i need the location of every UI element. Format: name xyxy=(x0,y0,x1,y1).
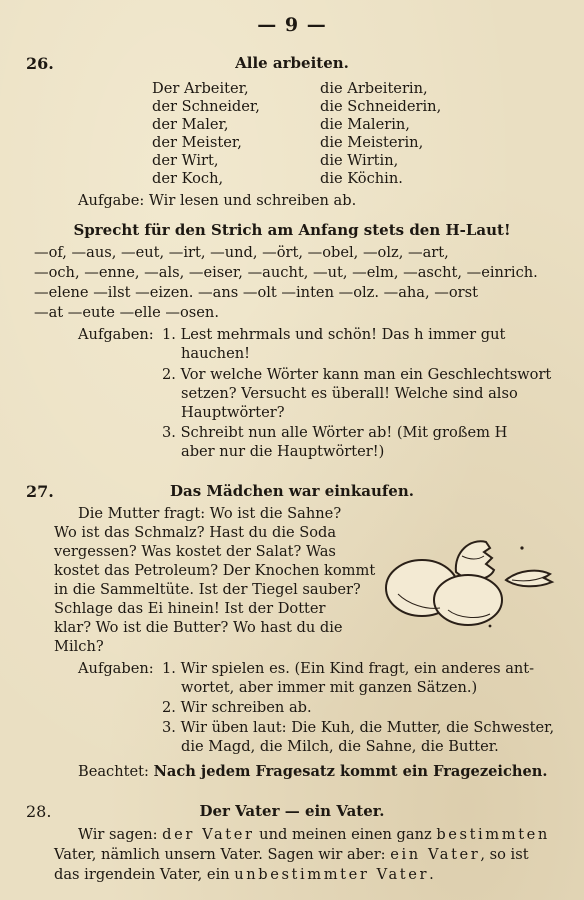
spaced-emphasis: der Vater xyxy=(162,826,255,843)
article-line xyxy=(78,826,550,843)
occupation-female: die Meisterin, xyxy=(320,134,424,151)
section-27-title: Das Mädchen war einkaufen. xyxy=(170,482,414,500)
tasks-label: Aufgaben: xyxy=(78,326,154,343)
task-item: 1. Lest mehrmals und schön! Das h immer gut xyxy=(162,326,506,343)
story-line: in die Sammeltüte. Ist der Tiegel sauber? xyxy=(54,581,361,598)
occupation-male: Der Arbeiter, xyxy=(152,80,249,97)
spaced-emphasis: bestimmten xyxy=(436,826,550,843)
section-26-title: Alle arbeiten. xyxy=(235,54,349,72)
story-line: Milch? xyxy=(54,638,104,655)
tasks-label: Aufgaben: xyxy=(78,660,154,677)
note-text: Nach jedem Fragesatz kommt ein Fragezeichen. xyxy=(153,763,548,780)
h-sound-line: —och, —enne, —als, —eiser, —aucht, —ut, —elm, —ascht, —einrich. xyxy=(34,264,538,281)
text-run: . xyxy=(429,866,434,883)
occupation-male: der Schneider, xyxy=(152,98,260,115)
occupation-male: der Meister, xyxy=(152,134,242,151)
task-item: 3. Wir üben laut: Die Kuh, die Mutter, die Schwester, xyxy=(162,719,555,736)
spaced-emphasis: unbestimmter Vater xyxy=(234,866,430,883)
spaced-emphasis: ein Vater xyxy=(390,846,481,863)
section-26-number: 26. xyxy=(26,54,54,73)
occupation-female: die Malerin, xyxy=(320,116,410,133)
task-item-continued: wortet, aber immer mit ganzen Sätzen.) xyxy=(181,679,478,696)
page-number: — 9 — xyxy=(257,14,327,36)
occupation-male: der Maler, xyxy=(152,116,229,133)
note-label: Beachtet: xyxy=(78,763,149,780)
article-line xyxy=(54,846,529,863)
text-run: Vater, nämlich unsern Vater. Sagen wir aber: xyxy=(54,846,391,863)
text-run: Wir sagen: xyxy=(78,826,163,843)
task-line: Aufgabe: Wir lesen und schreiben ab. xyxy=(78,192,357,209)
occupation-female: die Arbeiterin, xyxy=(320,80,428,97)
story-line: Wo ist das Schmalz? Hast du die Soda xyxy=(54,524,337,541)
section-27-number: 27. xyxy=(26,482,54,501)
h-sound-line: —of, —aus, —eut, —irt, —und, —ört, —obel, —olz, —art, xyxy=(34,244,449,261)
task-item: 1. Wir spielen es. (Ein Kind fragt, ein anderes ant- xyxy=(162,660,535,677)
section-28-title: Der Vater — ein Vater. xyxy=(199,802,385,820)
task-item-continued: hauchen! xyxy=(181,345,250,362)
task-item-continued: aber nur die Hauptwörter!) xyxy=(181,443,385,460)
section-28-number: 28. xyxy=(26,802,52,821)
story-line: Die Mutter fragt: Wo ist die Sahne? xyxy=(78,505,342,522)
h-sound-line: —at —eute —elle —osen. xyxy=(34,304,219,321)
task-item: 3. Schreibt nun alle Wörter ab! (Mit großem H xyxy=(162,424,508,441)
section-26-subtitle: Sprecht für den Strich am Anfang stets den H-Laut! xyxy=(73,221,511,239)
occupation-male: der Wirt, xyxy=(152,152,219,169)
h-sound-line: —elene —ilst —eizen. —ans —olt —inten —olz. —aha, —orst xyxy=(34,284,478,301)
story-line: Schlage das Ei hinein! Ist der Dotter xyxy=(54,600,326,617)
story-line: vergessen? Was kostet der Salat? Was xyxy=(54,543,336,560)
story-line: klar? Wo ist die Butter? Wo hast du die xyxy=(54,619,343,636)
occupation-male: der Koch, xyxy=(152,170,224,187)
occupation-female: die Wirtin, xyxy=(320,152,399,169)
story-line: kostet das Petroleum? Der Knochen kommt xyxy=(54,562,376,579)
task-item-continued: setzen? Versucht es überall! Welche sind also xyxy=(181,385,518,402)
text-run: und meinen einen ganz xyxy=(254,826,437,843)
eggs-illustration xyxy=(378,530,558,650)
task-item: 2. Wir schreiben ab. xyxy=(162,699,312,716)
occupation-female: die Köchin. xyxy=(320,170,403,187)
task-item-continued: die Magd, die Milch, die Sahne, die Butter. xyxy=(181,738,499,755)
occupation-female: die Schneiderin, xyxy=(320,98,442,115)
text-run: , so ist xyxy=(480,846,529,863)
note-line xyxy=(78,763,547,780)
task-item: 2. Vor welche Wörter kann man ein Geschlechtswort xyxy=(162,366,552,383)
text-run: das irgendein Vater, ein xyxy=(54,866,235,883)
task-item-continued: Hauptwörter? xyxy=(181,404,285,421)
article-line xyxy=(54,866,434,883)
